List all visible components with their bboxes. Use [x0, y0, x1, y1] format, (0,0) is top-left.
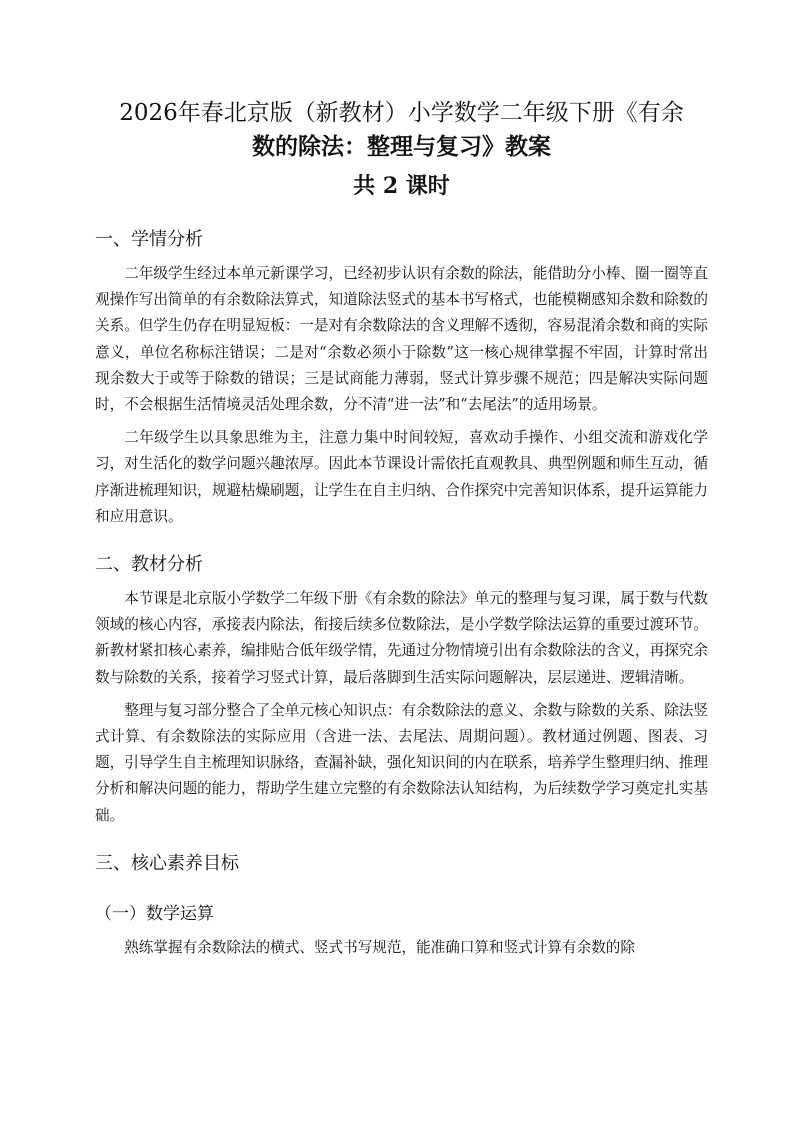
paragraph: 整理与复习部分整合了全单元核心知识点：有余数除法的意义、余数与除数的关系、除法竖式计算、有余数除法的实际应用（含进一法、去尾法、周期问题）。教材通过例题、图表、习题，引导学生自主梳理知识脉络，查漏补缺，强化知识间的内在联系，培养学生整理归纳、推理分析和解决问题的能力，帮助学生建立完整的有余数除法认知结构，为后续数学学习奠定扎实基础。 [95, 701, 708, 824]
section-heading-core-literacy-goals: 三、核心素养目标 [95, 852, 239, 874]
paragraph: 二年级学生经过本单元新课学习，已经初步认识有余数的除法，能借助分小棒、圈一圈等直观操作写出简单的有余数除法算式，知道除法竖式的基本书写格式，也能模糊感知余数和除数的关系。但学生仍存在明显短板：一是对有余数除法的含义理解不透彻，容易混淆余数和商的实际意义，单位名称标注错误；二是对“余数必须小于除数”这一核心规律掌握不牢固，计算时常出现余数大于或等于除数的错误；三是试商能力薄弱，竖式计算步骤不规范；四是解决实际问题时，不会根据生活情境灵活处理余数，分不清“进一法”和“去尾法”的适用场景。 [95, 265, 708, 414]
title-line-2: 数的除法：整理与复习》教案 [252, 133, 551, 160]
paragraph: 二年级学生以具象思维为主，注意力集中时间较短，喜欢动手操作、小组交流和游戏化学习，对生活化的数学问题兴趣浓厚。因此本节课设计需依托直观教具、典型例题和师生互动，循序渐进梳理知识，规避枯燥刷题，让学生在自主归纳、合作探究中完善知识体系，提升运算能力和应用意识。 [95, 429, 708, 525]
paragraph: 本节课是北京版小学数学二年级下册《有余数的除法》单元的整理与复习课，属于数与代数领域的核心内容，承接表内除法，衔接后续多位数除法，是小学数学除法运算的重要过渡环节。新教材紧扣核心素养，编排贴合低年级学情，先通过分物情境引出有余数除法的含义，再探究余数与除数的关系，接着学习竖式计算，最后落脚到生活实际问题解决，层层递进、逻辑清晰。 [95, 590, 708, 686]
paragraph: 熟练掌握有余数除法的横式、竖式书写规范，能准确口算和竖式计算有余数的除 [124, 938, 635, 956]
section-heading-textbook-analysis: 二、教材分析 [95, 554, 203, 576]
section-heading-learning-analysis: 一、学情分析 [95, 229, 203, 250]
document-title [95, 96, 708, 164]
subsection-heading-math-operation: （一）数学运算 [95, 903, 214, 924]
title-line-1: 2026年春北京版（新教材）小学数学二年级下册《有余 [119, 100, 684, 126]
lesson-count: 共 2 课时 [353, 173, 450, 199]
